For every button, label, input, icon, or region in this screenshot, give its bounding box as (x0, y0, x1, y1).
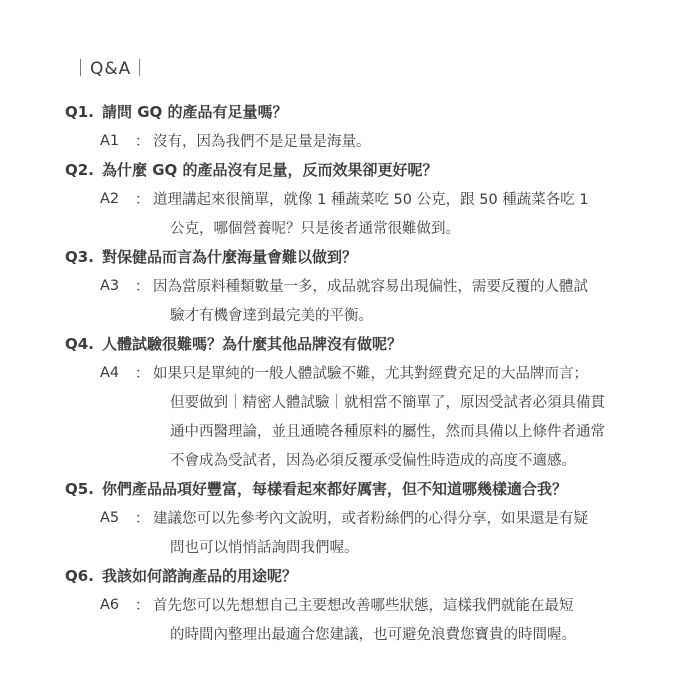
answer-text: 首先您可以先想想自己主要想改善哪些狀態，這樣我們就能在最短 (153, 598, 574, 614)
faq-item (65, 329, 690, 474)
answer-block (100, 590, 690, 648)
answer-line (100, 126, 690, 155)
answer-block (100, 358, 690, 474)
question-text: 對保健品而言為什麼海量會難以做到？ (102, 248, 358, 266)
answer-number: A3 (100, 277, 120, 294)
answer-line (100, 271, 690, 300)
answer-text: 的時間內整理出最適合您建議，也可避免浪費您寶貴的時間喔。 (170, 627, 576, 643)
question-number: Q6. (65, 566, 94, 585)
answer-line (100, 619, 690, 648)
answer-text: 道理講起來很簡單，就像 1 種蔬菜吃 50 公克，跟 50 種蔬菜各吃 1 (153, 192, 589, 208)
answer-number: A6 (100, 596, 120, 613)
answer-line (100, 358, 690, 387)
faq-item (65, 242, 690, 329)
question-row (65, 329, 690, 358)
answer-line (100, 590, 690, 619)
answer-text: 通中西醫理論，並且通曉各種原料的屬性，然而具備以上條件者通常 (170, 424, 605, 440)
faq-item (65, 97, 690, 155)
question-row (65, 97, 690, 126)
answer-line (100, 416, 690, 445)
faq-item (65, 155, 690, 242)
answer-block (100, 126, 690, 155)
answer-line (100, 213, 690, 242)
answer-separator: ： (135, 366, 150, 382)
question-text: 你們產品品項好豐富，每樣看起來都好厲害，但不知道哪幾樣適合我？ (102, 480, 568, 498)
answer-text: 驗才有機會達到最完美的平衡。 (170, 308, 373, 324)
question-row (65, 561, 690, 590)
question-row (65, 155, 690, 184)
answer-block (100, 271, 690, 329)
answer-separator: ： (135, 279, 150, 295)
question-number: Q2. (65, 160, 94, 179)
question-row (65, 474, 690, 503)
answer-line (100, 184, 690, 213)
question-text: 請問 GQ 的產品有足量嗎？ (102, 103, 288, 121)
question-number: Q5. (65, 479, 94, 498)
answer-text: 因為當原料種類數量一多，成品就容易出現偏性，需要反覆的人體試 (153, 279, 588, 295)
question-row (65, 242, 690, 271)
answer-block (100, 503, 690, 561)
answer-separator: ： (135, 134, 150, 150)
answer-number: A1 (100, 132, 120, 149)
answer-number: A4 (100, 364, 120, 381)
answer-text: 沒有，因為我們不是足量是海量。 (153, 134, 371, 150)
faq-list (65, 97, 690, 648)
answer-line (100, 503, 690, 532)
faq-item (65, 474, 690, 561)
answer-separator: ： (135, 511, 150, 527)
question-text: 為什麼 GQ 的產品沒有足量，反而效果卻更好呢？ (102, 161, 438, 179)
answer-text: 問也可以悄悄話詢問我們喔。 (170, 540, 359, 556)
faq-item (65, 561, 690, 648)
answer-block (100, 184, 690, 242)
question-number: Q1. (65, 102, 94, 121)
answer-text: 但要做到｜精密人體試驗｜就相當不簡單了，原因受試者必須具備貫 (170, 395, 605, 411)
question-text: 人體試驗很難嗎？為什麼其他品牌沒有做呢？ (102, 335, 403, 353)
answer-text: 建議您可以先參考內文說明，或者粉絲們的心得分享，如果還是有疑 (153, 511, 588, 527)
answer-separator: ： (135, 598, 150, 614)
question-number: Q3. (65, 247, 94, 266)
answer-text: 不會成為受試者，因為必須反覆承受偏性時造成的高度不適感。 (170, 453, 576, 469)
answer-line (100, 445, 690, 474)
answer-text: 如果只是單純的一般人體試驗不難，尤其對經費充足的大品牌而言； (153, 366, 588, 382)
question-number: Q4. (65, 334, 94, 353)
answer-line (100, 387, 690, 416)
answer-line (100, 532, 690, 561)
answer-number: A5 (100, 509, 120, 526)
answer-line (100, 300, 690, 329)
answer-separator: ： (135, 192, 150, 208)
answer-number: A2 (100, 190, 120, 207)
page-title: ｜Q&A｜ (72, 59, 150, 79)
answer-text: 公克，哪個營養呢？只是後者通常很難做到。 (170, 221, 460, 237)
question-text: 我該如何諮詢產品的用途呢？ (102, 567, 298, 585)
